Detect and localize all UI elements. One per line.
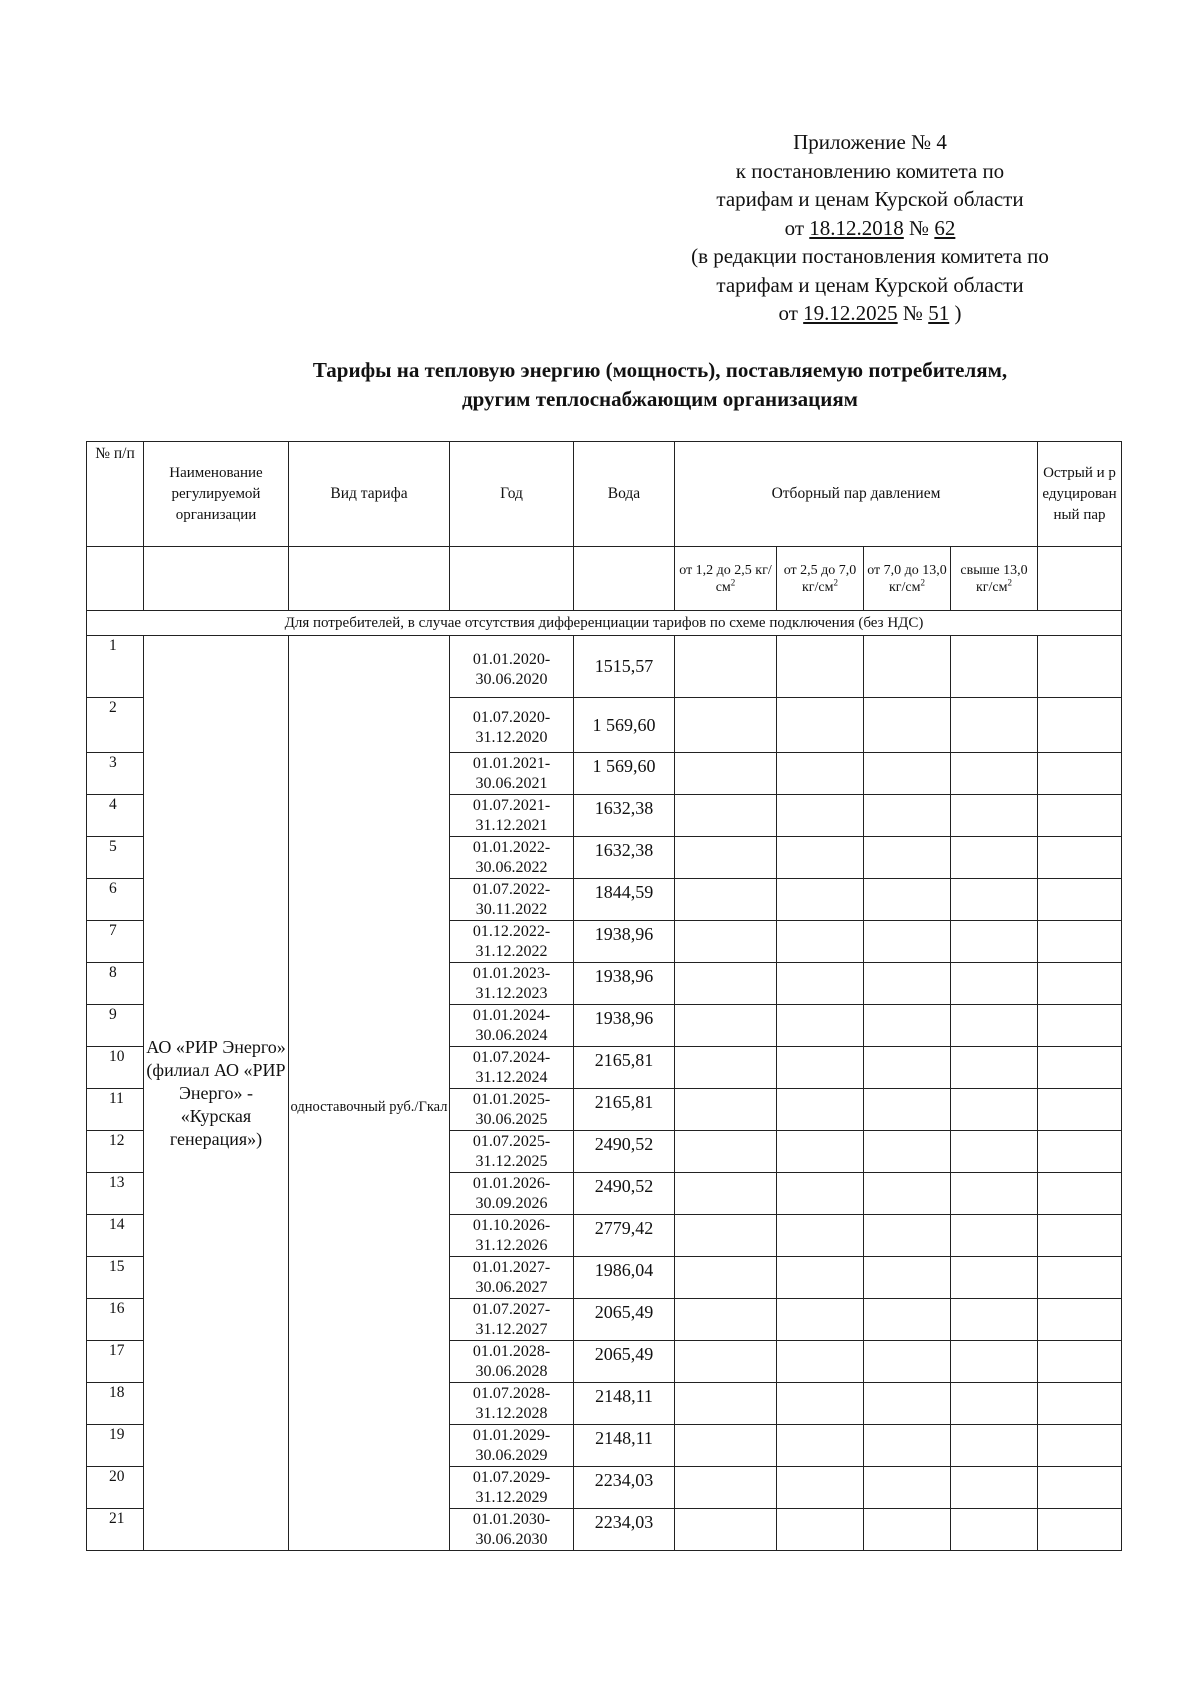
empty-cell [1038,1005,1122,1047]
empty-cell [777,753,864,795]
empty-cell [777,1089,864,1131]
water-value: 2234,03 [574,1509,675,1551]
empty-cell [951,1131,1038,1173]
period-cell: 01.01.2021-30.06.2021 [450,753,574,795]
empty-cell [675,1005,777,1047]
row-number: 18 [87,1383,144,1425]
water-value: 1632,38 [574,837,675,879]
row-number: 15 [87,1257,144,1299]
water-value: 1938,96 [574,963,675,1005]
empty-cell [951,1089,1038,1131]
empty-cell [777,1509,864,1551]
organization-name: АО «РИР Энерго» (филиал АО «РИР Энерго» - «Курская генерация») [144,636,289,1551]
empty-cell [675,1467,777,1509]
empty-cell [864,1215,951,1257]
empty-cell [951,1509,1038,1551]
empty-cell [864,963,951,1005]
table-row [87,636,1122,698]
row-number: 6 [87,879,144,921]
empty-cell [1038,1131,1122,1173]
empty-cell [777,1047,864,1089]
row-number: 7 [87,921,144,963]
empty-cell [864,1383,951,1425]
empty-cell [1038,1383,1122,1425]
appendix-line: тарифам и ценам Курской области [716,272,1024,297]
empty-cell [777,1257,864,1299]
row-number: 11 [87,1089,144,1131]
header-org: Наименование регулируемой организации [144,442,289,547]
water-value: 2148,11 [574,1383,675,1425]
empty-cell [675,1047,777,1089]
empty-cell [864,1005,951,1047]
appendix-revision-date: от 19.12.2025 № 51 ) [778,301,962,325]
period-cell: 01.07.2028-31.12.2028 [450,1383,574,1425]
empty-cell [1038,636,1122,698]
header-pressure-1: от 1,2 до 2,5 $кг/см^2$ [675,547,777,611]
period-cell: 01.07.2025-31.12.2025 [450,1131,574,1173]
empty-cell [675,1257,777,1299]
empty-cell [864,698,951,753]
empty-cell [144,547,289,611]
empty-cell [777,1425,864,1467]
period-cell: 01.01.2020-30.06.2020 [450,636,574,698]
empty-cell [951,1299,1038,1341]
header-num: № п/п [87,442,144,547]
period-cell: 01.01.2024-30.06.2024 [450,1005,574,1047]
empty-cell [1038,1257,1122,1299]
empty-cell [1038,921,1122,963]
empty-cell [1038,547,1122,611]
empty-cell [675,1089,777,1131]
appendix-line: тарифам и ценам Курской области [716,187,1024,211]
empty-cell [675,753,777,795]
empty-cell [675,1425,777,1467]
empty-cell [1038,1089,1122,1131]
water-value: 1 569,60 [574,753,675,795]
period-cell: 01.10.2026-31.12.2026 [450,1215,574,1257]
empty-cell [951,1467,1038,1509]
period-cell: 01.07.2029-31.12.2029 [450,1467,574,1509]
empty-cell [1038,1299,1122,1341]
empty-cell [951,837,1038,879]
appendix-decree-date: от 18.12.2018 № 62 [784,215,956,240]
empty-cell [951,1341,1038,1383]
water-value: 1844,59 [574,879,675,921]
period-cell: 01.07.2027-31.12.2027 [450,1299,574,1341]
empty-cell [777,1173,864,1215]
empty-cell [777,698,864,753]
row-number: 21 [87,1509,144,1551]
period-cell: 01.07.2024-31.12.2024 [450,1047,574,1089]
empty-cell [864,1425,951,1467]
empty-cell [864,1089,951,1131]
empty-cell [777,879,864,921]
empty-cell [675,1131,777,1173]
empty-cell [1038,1215,1122,1257]
empty-cell [951,1257,1038,1299]
empty-cell [951,1425,1038,1467]
empty-cell [864,636,951,698]
empty-cell [951,921,1038,963]
row-number: 10 [87,1047,144,1089]
row-number: 2 [87,698,144,753]
section-label: Для потребителей, в случае отсутствия дифференциации тарифов по схеме подключения (без НДС) [87,611,1122,636]
empty-cell [1038,879,1122,921]
tariff-type: одноставочный руб./Гкал [289,636,450,1551]
empty-cell [864,1131,951,1173]
empty-cell [864,1509,951,1551]
empty-cell [675,837,777,879]
water-value: 2065,49 [574,1341,675,1383]
section-row [87,611,1122,636]
header-tariff-type: Вид тарифа [289,442,450,547]
empty-cell [777,837,864,879]
water-value: 2490,52 [574,1173,675,1215]
empty-cell [1038,1509,1122,1551]
row-number: 8 [87,963,144,1005]
empty-cell [777,1341,864,1383]
row-number: 3 [87,753,144,795]
empty-cell [675,1215,777,1257]
empty-cell [951,1173,1038,1215]
water-value: 2165,81 [574,1047,675,1089]
empty-cell [951,1215,1038,1257]
empty-cell [864,1299,951,1341]
empty-cell [1038,1047,1122,1089]
row-number: 9 [87,1005,144,1047]
empty-cell [1038,795,1122,837]
water-value: 2779,42 [574,1215,675,1257]
row-number: 20 [87,1467,144,1509]
empty-cell [951,636,1038,698]
row-number: 4 [87,795,144,837]
empty-cell [951,795,1038,837]
empty-cell [864,1173,951,1215]
water-value: 1 569,60 [574,698,675,753]
empty-cell [951,879,1038,921]
empty-cell [951,698,1038,753]
row-number: 12 [87,1131,144,1173]
document-title: Тарифы на тепловую энергию (мощность), поставляемую потребителям, другим теплоснабжающим организациям [312,358,1008,411]
water-value: 1632,38 [574,795,675,837]
empty-cell [951,963,1038,1005]
appendix-title: Приложение № 4 [793,130,947,154]
row-number: 14 [87,1215,144,1257]
empty-cell [777,795,864,837]
empty-cell [951,1005,1038,1047]
period-cell: 01.01.2028-30.06.2028 [450,1341,574,1383]
empty-cell [1038,1425,1122,1467]
water-value: 2234,03 [574,1467,675,1509]
empty-cell [675,1341,777,1383]
empty-cell [864,1047,951,1089]
water-value: 2148,11 [574,1425,675,1467]
empty-cell [864,837,951,879]
empty-cell [864,1257,951,1299]
period-cell: 01.01.2029-30.06.2029 [450,1425,574,1467]
period-cell: 01.01.2023-31.12.2023 [450,963,574,1005]
water-value: 2065,49 [574,1299,675,1341]
row-number: 1 [87,636,144,698]
empty-cell [864,879,951,921]
empty-cell [777,963,864,1005]
header-pressure-4: свыше 13,0 $кг/см^2$ [951,547,1038,611]
empty-cell [951,1047,1038,1089]
row-number: 16 [87,1299,144,1341]
appendix-header [640,128,1100,328]
empty-cell [777,1299,864,1341]
header-steam: Отборный пар давлением [675,442,1038,547]
empty-cell [777,1467,864,1509]
period-cell: 01.07.2022-30.11.2022 [450,879,574,921]
empty-cell [675,698,777,753]
empty-cell [675,1509,777,1551]
empty-cell [1038,963,1122,1005]
water-value: 2165,81 [574,1089,675,1131]
period-cell: 01.01.2030-30.06.2030 [450,1509,574,1551]
water-value: 2490,52 [574,1131,675,1173]
empty-cell [675,1173,777,1215]
empty-cell [777,921,864,963]
period-cell: 01.01.2025-30.06.2025 [450,1089,574,1131]
empty-cell [574,547,675,611]
row-number: 17 [87,1341,144,1383]
period-cell: 01.01.2026-30.09.2026 [450,1173,574,1215]
empty-cell [777,636,864,698]
empty-cell [864,795,951,837]
period-cell: 01.01.2022-30.06.2022 [450,837,574,879]
header-sharp-steam: Острый и редуцированный пар [1038,442,1122,547]
tariff-table [86,441,1122,1551]
empty-cell [87,547,144,611]
empty-cell [675,1299,777,1341]
period-cell: 01.07.2021-31.12.2021 [450,795,574,837]
empty-cell [675,921,777,963]
empty-cell [675,636,777,698]
water-value: 1986,04 [574,1257,675,1299]
empty-cell [777,1131,864,1173]
empty-cell [864,753,951,795]
empty-cell [1038,1341,1122,1383]
empty-cell [777,1005,864,1047]
header-water: Вода [574,442,675,547]
header-row [87,442,1122,547]
empty-cell [951,1383,1038,1425]
empty-cell [675,963,777,1005]
water-value: 1938,96 [574,921,675,963]
header-year: Год [450,442,574,547]
empty-cell [1038,698,1122,753]
empty-cell [864,1467,951,1509]
empty-cell [864,1341,951,1383]
period-cell: 01.12.2022-31.12.2022 [450,921,574,963]
empty-cell [289,547,450,611]
empty-cell [777,1383,864,1425]
empty-cell [951,753,1038,795]
empty-cell [1038,753,1122,795]
empty-cell [450,547,574,611]
water-value: 1515,57 [574,636,675,698]
appendix-line: к постановлению комитета по [735,158,1005,183]
row-number: 19 [87,1425,144,1467]
header-pressure-3: от 7,0 до 13,0 $кг/см^2$ [864,547,951,611]
empty-cell [864,921,951,963]
row-number: 13 [87,1173,144,1215]
water-value: 1938,96 [574,1005,675,1047]
period-cell: 01.01.2027-30.06.2027 [450,1257,574,1299]
period-cell: 01.07.2020-31.12.2020 [450,698,574,753]
subheader-row [87,547,1122,611]
empty-cell [1038,1467,1122,1509]
empty-cell [675,1383,777,1425]
empty-cell [1038,1173,1122,1215]
empty-cell [675,795,777,837]
header-pressure-2: от 2,5 до 7,0 $кг/см^2$ [777,547,864,611]
row-number: 5 [87,837,144,879]
empty-cell [675,879,777,921]
empty-cell [777,1215,864,1257]
appendix-line: (в редакции постановления комитета по [691,244,1049,268]
empty-cell [1038,837,1122,879]
